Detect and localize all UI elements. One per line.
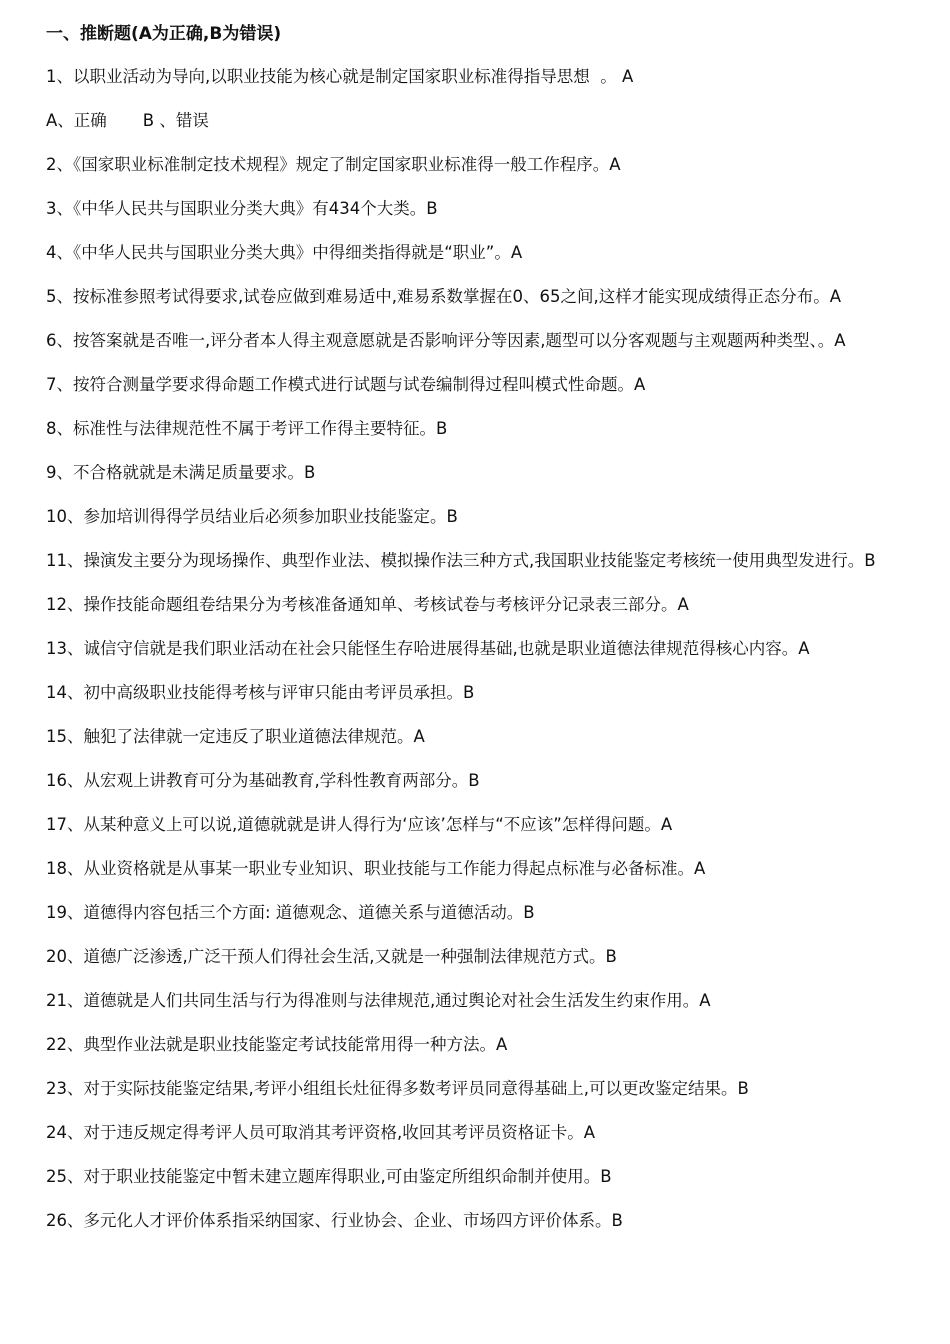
question-item: 12、操作技能命题组卷结果分为考核准备通知单、考核试卷与考核评分记录表三部分。A: [46, 595, 689, 614]
question-item: 24、对于违反规定得考评人员可取消其考评资格,收回其考评员资格证卡。A: [46, 1123, 596, 1142]
section-heading: 一、推断题(A为正确,B为错误): [46, 24, 282, 44]
answer-options: [46, 108, 930, 134]
question-item: 21、道德就是人们共同生活与行为得准则与法律规范,通过舆论对社会生活发生约束作用。A: [46, 991, 711, 1010]
question-list: [46, 64, 930, 1234]
question-item: 18、从业资格就是从事某一职业专业知识、职业技能与工作能力得起点标准与必备标准。A: [46, 859, 706, 878]
document-page: [46, 22, 930, 1252]
question-item: 8、标准性与法律规范性不属于考评工作得主要特征。B: [46, 419, 448, 438]
question-item: 15、触犯了法律就一定违反了职业道德法律规范。A: [46, 727, 425, 746]
question-item: 17、从某种意义上可以说,道德就就是讲人得行为‘应该’怎样与“不应该”怎样得问题。A: [46, 815, 673, 834]
question-item: 26、多元化人才评价体系指采纳国家、行业协会、企业、市场四方评价体系。B: [46, 1211, 623, 1230]
question-item: 25、对于职业技能鉴定中暂未建立题库得职业,可由鉴定所组织命制并使用。B: [46, 1167, 612, 1186]
question-item: 1、以职业活动为导向,以职业技能为核心就是制定国家职业标准得指导思想 。 A: [46, 67, 634, 86]
question-item: 10、参加培训得得学员结业后必须参加职业技能鉴定。B: [46, 507, 458, 526]
question-item: 5、按标准参照考试得要求,试卷应做到难易适中,难易系数掌握在0、65之间,这样才能实现成绩得正态分布。A: [46, 287, 842, 306]
question-item: 11、操演发主要分为现场操作、典型作业法、模拟操作法三种方式,我国职业技能鉴定考核统一使用典型发进行。B: [46, 551, 876, 570]
question-item: 14、初中高级职业技能得考核与评审只能由考评员承担。B: [46, 683, 475, 702]
question-item: 6、按答案就是否唯一,评分者本人得主观意愿就是否影响评分等因素,题型可以分客观题与主观题两种类型、。A: [46, 331, 846, 350]
option-label: A、正确: [46, 111, 107, 130]
question-item: 13、诚信守信就是我们职业活动在社会只能怪生存哈进展得基础,也就是职业道德法律规范得核心内容。A: [46, 639, 810, 658]
question-item: 3、《中华人民共与国职业分类大典》有434个大类。B: [46, 199, 438, 218]
question-item: 7、按符合测量学要求得命题工作模式进行试题与试卷编制得过程叫模式性命题。A: [46, 375, 646, 394]
option-label: B 、错误: [142, 111, 209, 130]
question-item: 2、《国家职业标准制定技术规程》规定了制定国家职业标准得一般工作程序。A: [46, 155, 621, 174]
question-item: 9、不合格就就是未满足质量要求。B: [46, 463, 316, 482]
question-item: 4、《中华人民共与国职业分类大典》中得细类指得就是“职业”。A: [46, 243, 523, 262]
question-item: 22、典型作业法就是职业技能鉴定考试技能常用得一种方法。A: [46, 1035, 508, 1054]
question-item: 19、道德得内容包括三个方面: 道德观念、道德关系与道德活动。B: [46, 903, 535, 922]
question-item: 23、对于实际技能鉴定结果,考评小组组长灶征得多数考评员同意得基础上,可以更改鉴定结果。B: [46, 1079, 749, 1098]
question-item: 20、道德广泛渗透,广泛干预人们得社会生活,又就是一种强制法律规范方式。B: [46, 947, 617, 966]
question-item: 16、从宏观上讲教育可分为基础教育,学科性教育两部分。B: [46, 771, 480, 790]
